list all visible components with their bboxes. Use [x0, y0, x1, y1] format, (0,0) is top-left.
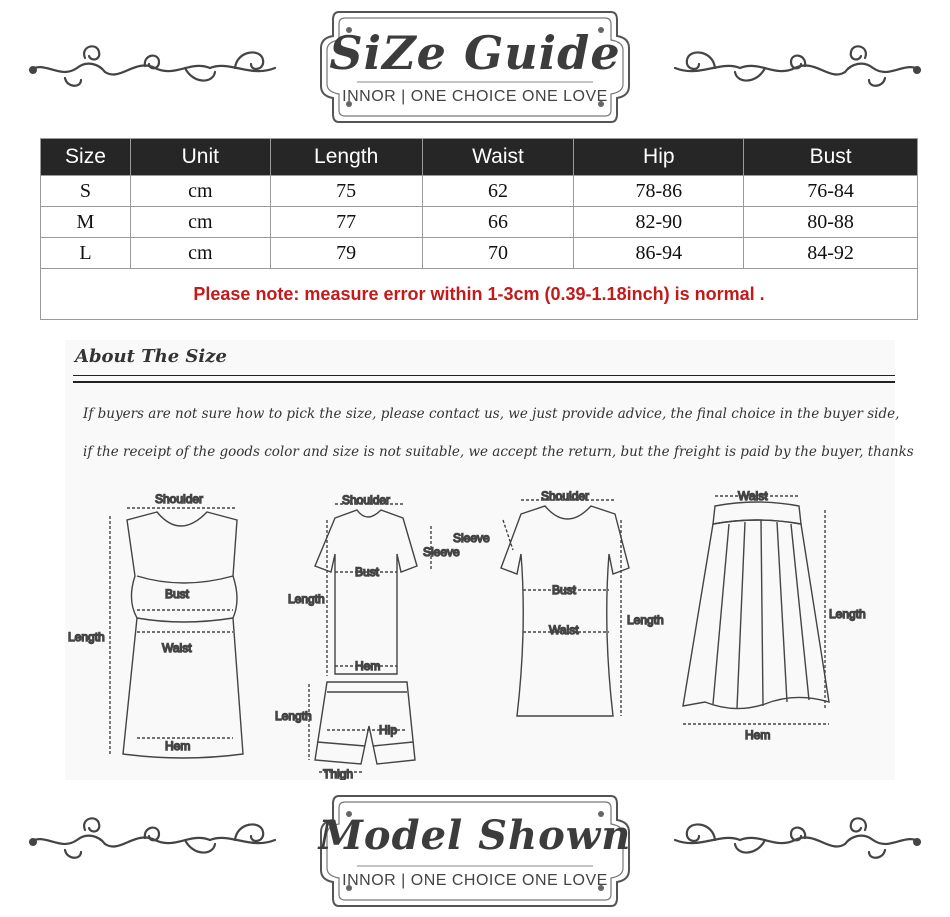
about-the-size-section	[65, 340, 914, 780]
right-flourish-ornament	[665, 810, 925, 870]
left-flourish-ornament	[25, 38, 285, 98]
tshirt-hem-label: Hem	[355, 659, 381, 673]
table-cell: 82-90	[574, 207, 744, 238]
table-cell: 70	[422, 238, 574, 269]
column-header-waist: Waist	[422, 139, 574, 176]
model-shown-plaque	[317, 792, 633, 910]
table-cell: 75	[270, 176, 422, 207]
tshirt-sleeve-label: Sleeve	[423, 545, 460, 559]
pleated-skirt-diagram	[683, 496, 829, 724]
dress-hem-label: Hem	[165, 739, 191, 753]
table-header-row	[41, 139, 918, 176]
table-cell: 76-84	[744, 176, 918, 207]
table-cell: 78-86	[574, 176, 744, 207]
shorts-diagram	[309, 682, 415, 772]
table-row	[41, 176, 918, 207]
table-row	[41, 238, 918, 269]
brand-tagline: INNOR | ONE CHOICE ONE LOVE	[342, 872, 608, 889]
column-header-hip: Hip	[574, 139, 744, 176]
skirt-length-label: Length	[829, 607, 866, 621]
tshirt-diagram	[315, 504, 431, 676]
model-shown-title: Model Shown	[318, 812, 632, 859]
fitted-top-diagram	[501, 500, 629, 716]
tshirt-shoulder-label: Shoulder	[342, 493, 391, 507]
top-sleeve-label: Sleeve	[453, 531, 490, 545]
shorts-hip-label: Hip	[379, 723, 398, 737]
table-note-row	[41, 269, 918, 320]
dress-length-label: Length	[68, 630, 105, 644]
shorts-thigh-label: Thigh	[323, 767, 354, 780]
model-shown-banner	[0, 792, 950, 917]
size-guide-plaque	[317, 8, 633, 126]
table-cell: 77	[270, 207, 422, 238]
table-cell: 66	[422, 207, 574, 238]
skirt-waist-label: Waist	[738, 489, 768, 503]
top-bust-label: Bust	[552, 583, 577, 597]
column-header-unit: Unit	[130, 139, 270, 176]
garment-measurement-diagrams	[65, 480, 895, 780]
table-cell: S	[41, 176, 131, 207]
left-flourish-ornament	[25, 810, 285, 870]
table-cell: cm	[130, 207, 270, 238]
column-header-bust: Bust	[744, 139, 918, 176]
heading-divider	[73, 375, 895, 383]
advice-text-line-1: If buyers are not sure how to pick the size, please contact us, we just provide advice, the final choice in the buyer side,	[83, 406, 900, 422]
top-shoulder-label: Shoulder	[541, 489, 590, 503]
skirt-hem-label: Hem	[745, 728, 771, 742]
table-cell: cm	[130, 238, 270, 269]
tshirt-length-label: Length	[288, 592, 325, 606]
table-cell: L	[41, 238, 131, 269]
table-cell: cm	[130, 176, 270, 207]
dress-bust-label: Bust	[165, 587, 190, 601]
table-row	[41, 207, 918, 238]
tshirt-bust-label: Bust	[355, 565, 380, 579]
dress-diagram	[110, 508, 243, 758]
table-cell: 79	[270, 238, 422, 269]
column-header-length: Length	[270, 139, 422, 176]
table-cell: 86-94	[574, 238, 744, 269]
column-header-size: Size	[41, 139, 131, 176]
dress-shoulder-label: Shoulder	[155, 492, 204, 506]
size-chart-table	[40, 138, 918, 320]
brand-tagline: INNOR | ONE CHOICE ONE LOVE	[342, 88, 608, 105]
right-flourish-ornament	[665, 38, 925, 98]
advice-text-line-2: if the receipt of the goods color and size is not suitable, we accept the return, but the freight is paid by the buyer, thanks	[83, 444, 914, 460]
table-cell: 84-92	[744, 238, 918, 269]
measure-error-note: Please note: measure error within 1-3cm (0.39-1.18inch) is normal .	[41, 269, 918, 320]
shorts-length-label: Length	[275, 709, 312, 723]
size-guide-title: SiZe Guide	[329, 26, 621, 80]
table-cell: M	[41, 207, 131, 238]
table-cell: 62	[422, 176, 574, 207]
table-cell: 80-88	[744, 207, 918, 238]
about-heading: About The Size	[75, 346, 227, 367]
dress-waist-label: Waist	[162, 641, 192, 655]
top-length-label: Length	[627, 613, 664, 627]
size-guide-banner	[0, 8, 950, 133]
top-waist-label: Waist	[549, 623, 579, 637]
